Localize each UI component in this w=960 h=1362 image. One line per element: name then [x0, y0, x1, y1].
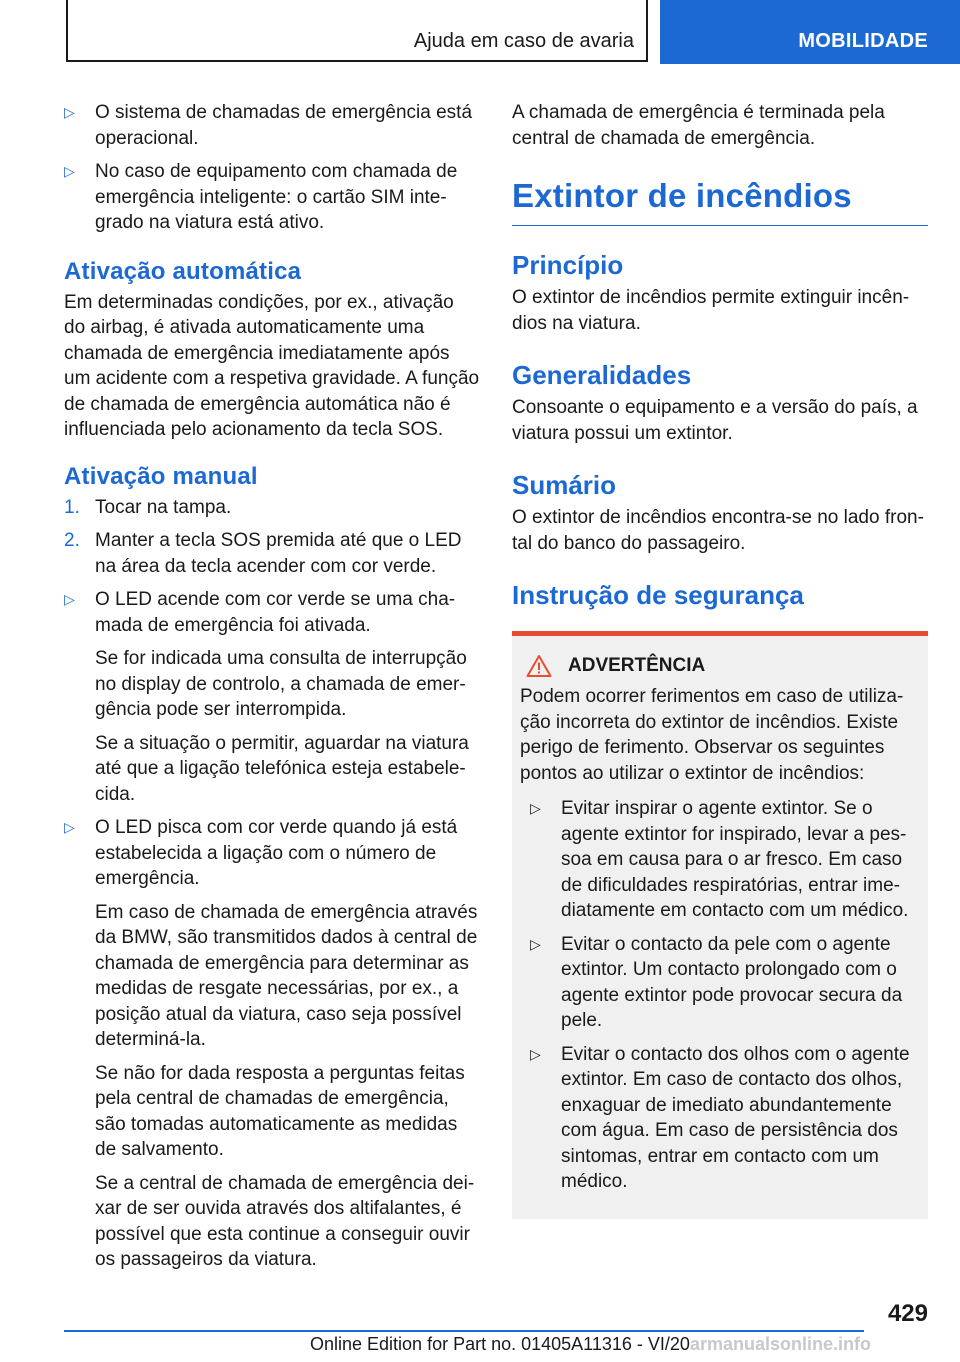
triangle-bullet-icon: ▷: [64, 104, 75, 120]
numbered-step: 2. Manter a tecla SOS premida até que o LED na área da tecla acender com cor verde.: [64, 530, 462, 577]
paragraph-generalidades: Consoante o equipamento e a versão do país, a viatura possui um extintor.: [512, 397, 918, 444]
heading-auto-activation: Ativação automática: [64, 257, 302, 285]
footer-edition: Online Edition for Part no. 01405A11316 - VI/20: [310, 1334, 690, 1354]
warning-text: Podem ocorrer ferimentos em caso de utiliza-ção incorreta do extintor de incêndios. Existe perigo de ferimento. Observar os seguintes pontos ao utilizar o extintor de incêndios:: [520, 686, 904, 784]
paragraph: Se a central de chamada de emergência dei-xar de ser ouvida através dos altifalantes, é possível que esta continue a conseguir ouvir os passageiros da viatura.: [95, 1172, 475, 1270]
chapter-title: Extintor de incêndios: [512, 177, 928, 226]
left-column: [64, 100, 480, 1281]
list-item: ▷ No caso de equipamento com chamada de emergência inteligente: o cartão SIM inte-grado na viatura está ativo.: [64, 161, 458, 233]
paragraph-principio: O extintor de incêndios permite extinguir incên-dios na viatura.: [512, 287, 910, 334]
numbered-step: 1. Tocar na tampa.: [64, 496, 232, 518]
paragraph: Em caso de chamada de emergência através da BMW, são transmitidos dados à central de chamada de emergência para determinar as medidas de resgate necessárias, por ex., a posição atual da viatura, caso seja possível determiná-la.: [95, 901, 478, 1050]
paragraph: Se for indicada uma consulta de interrupção no display de controlo, a chamada de emer-gência pode ser interrompida.: [95, 648, 467, 720]
page-number: 429: [887, 1300, 928, 1327]
list-item: ▷ Evitar o contacto dos olhos com o agente extintor. Em caso de contacto dos olhos, enxaguar de imediato abundantemente com água. Em caso de persistência dos sintomas, entrar em contacto com um médico.: [530, 1043, 910, 1192]
list-item: ▷ Evitar o contacto da pele com o agente extintor. Um contacto prolongado com o agente extintor pode provocar secura da pele.: [530, 933, 903, 1031]
triangle-bullet-icon: ▷: [64, 163, 75, 179]
triangle-bullet-icon: ▷: [530, 800, 541, 816]
heading-sumario: Sumário: [512, 470, 617, 500]
header-section-tab: [660, 0, 960, 64]
list-item: ▷ Evitar inspirar o agente extintor. Se o agente extintor for inspirado, levar a pes-soa em causa para o ar fresco. Em caso de dificuldades respiratórias, entrar ime-diatamente em contacto com um médico.: [530, 798, 909, 921]
header-title-box: [66, 0, 648, 62]
paragraph: Se a situação o permitir, aguardar na viatura até que a ligação telefónica esteja estabele-cida.: [95, 732, 469, 805]
heading-seguranca: Instrução de segurança: [512, 580, 804, 610]
paragraph-sumario: O extintor de incêndios encontra-se no lado fron-tal do banco do passageiro.: [512, 507, 924, 554]
paragraph: Se não for dada resposta a perguntas feitas pela central de chamadas de emergência, são tomadas automaticamente as medidas de salvamento.: [95, 1062, 465, 1160]
list-item: ▷ O LED acende com cor verde se uma cha-mada de emergência foi ativada.: [64, 589, 456, 636]
header-title: Ajuda em caso de avaria: [413, 30, 634, 52]
warning-header: [520, 654, 920, 678]
triangle-bullet-icon: ▷: [530, 1045, 541, 1062]
triangle-bullet-icon: ▷: [64, 819, 75, 835]
warning-box: [512, 631, 928, 1219]
heading-manual-activation: Ativação manual: [64, 462, 258, 490]
header-section-label: MOBILIDADE: [798, 30, 928, 52]
paragraph-auto-activation: Em determinadas condições, por ex., ativação do airbag, é ativada automaticamente uma chamada de emergência imediatamente após um acidente com a respetiva gravidade. A função de chamada de emergência automática não é influenciada pelo acionamento da tecla SOS.: [64, 291, 480, 440]
heading-principio: Princípio: [512, 250, 624, 280]
paragraph-intro: A chamada de emergência é terminada pela central de chamada de emergência.: [512, 102, 885, 149]
triangle-bullet-icon: ▷: [64, 591, 75, 607]
triangle-bullet-icon: ▷: [530, 935, 541, 952]
heading-generalidades: Generalidades: [512, 360, 692, 390]
footer-divider: [64, 1330, 864, 1332]
list-item: ▷ O LED pisca com cor verde quando já está estabelecida a ligação com o número de emergência.: [64, 817, 458, 889]
warning-triangle-icon: [526, 654, 552, 678]
footer-watermark: armanualsonline.info: [690, 1334, 872, 1354]
warning-label: ADVERTÊNCIA: [568, 655, 706, 676]
right-column: [512, 100, 928, 1219]
list-item: ▷ O sistema de chamadas de emergência está operacional.: [64, 102, 473, 149]
